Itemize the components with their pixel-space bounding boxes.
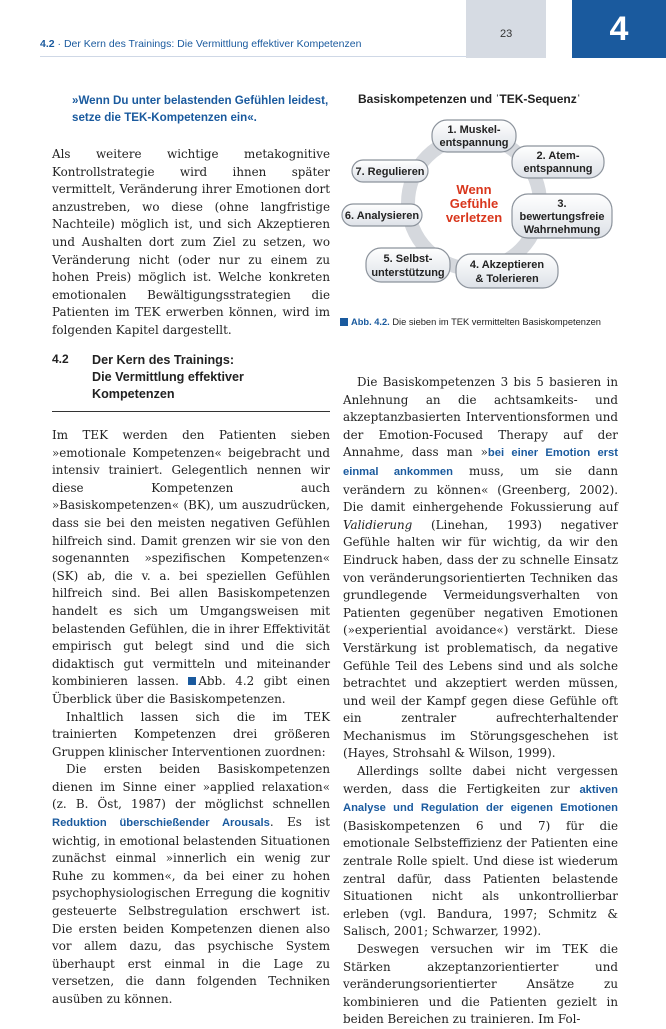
node-1 — [432, 120, 516, 152]
center-line-1: Wenn — [456, 182, 492, 197]
node-7-line-1: 7. Regulieren — [355, 166, 425, 178]
figure-title: Basiskompetenzen und ˈTEK-Sequenzˈ — [358, 92, 581, 106]
figure-marker-icon — [340, 318, 348, 326]
right-p1-italic: Validierung — [343, 517, 413, 532]
section-title — [92, 352, 322, 403]
left-p3-highlight: Reduktion überschießender Arousals — [52, 817, 270, 830]
figure-ref-icon — [188, 677, 196, 685]
chapter-tab — [572, 0, 666, 58]
left-p1-text: Im TEK werden den Patienten sieben »emotionale Kompetenzen« beigebracht und intensiv trainiert. Gelegentlich nennen wir diese Kompetenzen auch »Basiskompetenzen« (BK), um auszudrücken, dass sie bei den meisten negativen Gefühlen hilfreich sind. Damit grenzen wir sie von den sogenannten »spezifischen Kompetenzen« (SK) ab, die v. a. bei speziellen Gefühlen hilfreich sind. Bei allen Basiskompetenzen handelt es sich um Umgangsweisen mit belastenden Gefühlen, die in ihrer Effektivität empirisch gut belegt sind und die sich didaktisch gut vermitteln und miteinander kombinieren lassen. — [52, 428, 330, 689]
node-6-line-1: 6. Analysieren — [344, 210, 420, 222]
section-title-line-1: Der Kern des Trainings: — [92, 353, 235, 367]
left-column — [52, 427, 330, 1009]
right-p1-mid: muss, um sie dann verändern zu können« (Greenberg, 2002). Die damit einhergehende Fokussierung auf — [343, 463, 618, 515]
left-p1-text-end: gibt einen Überblick über die Basiskompetenzen. — [52, 674, 331, 706]
right-p2-highlight: aktiven Analyse und Regulation der eigenen Emotionen — [343, 783, 618, 815]
node-2-line-2: entspannung — [523, 163, 593, 175]
section-rule — [52, 411, 330, 412]
header-running-title: Der Kern des Trainings: Die Vermittlung effektiver Kompetenzen — [63, 38, 362, 50]
node-2 — [512, 146, 604, 178]
header-separator: · — [57, 38, 64, 50]
quote-line-1: »Wenn Du unter belastenden Gefühlen leidest, — [72, 94, 329, 107]
right-paragraph-1 — [343, 374, 618, 763]
right-column — [343, 374, 618, 1029]
right-paragraph-3: Deswegen versuchen wir im TEK die Stärken akzeptanzorientierter und veränderungsorientierter Ansätze zu kombinieren und die Patienten gezielt in beiden Bereichen zu trainieren. Im Fol- — [343, 942, 618, 1027]
node-4-line-1: 4. Akzeptieren — [469, 259, 545, 271]
right-p2-text-end: (Basiskompetenzen 6 und 7) für die emotionale Selbsteffizienz der Patienten eine zentrale Rolle spielt. Und diese ist wiederum zentral dafür, dass Patienten belastende Situationen nicht als unkontrollierbar erleben (vgl. Bandura, 1997; Schmitz & Salisch, 2001; Schwarzer, 1992). — [343, 818, 618, 939]
right-p1-text-end: (Linehan, 1993) negativer Gefühle halten wir für wichtig, da wir den Eindruck haben, dass der zu schnelle Einsatz von veränderungsorientierten Techniken das grundlegende Vermeidungsverhalten von Patienten gegenüber negativen Emotionen (»experiential avoidance«) verstärkt. Diese Verstärkung ist problematisch, da negative Gefühle Teil des Lebens sind und als solche betrachtet und akzeptiert werden müssen, und weil der Kampf gegen diese Gefühle oft ein zentraler aufrechterhaltender Mechanismus im Störungsgeschehen ist (Hayes, Strohsahl & Wilson, 1999). — [343, 517, 618, 761]
left-p3-text: Die ersten beiden Basiskompetenzen dienen im Sinne einer »applied relaxation« (z. B. Öst, 1987) der möglichst schnellen — [52, 762, 330, 812]
center-line-2: Gefühle — [449, 196, 499, 211]
node-5 — [366, 248, 450, 282]
right-paragraph-2 — [343, 763, 618, 941]
node-4-line-2: & Tolerieren — [475, 273, 539, 285]
node-2-line-1: 2. Atem- — [536, 150, 580, 162]
right-p1-highlight: bei einer Emotion erst einmal ankommen — [343, 447, 618, 478]
competency-diagram — [340, 90, 618, 312]
caption-label: Abb. 4.2. — [351, 317, 390, 327]
running-header — [40, 38, 361, 50]
left-paragraph-1 — [52, 427, 330, 709]
page-number: 23 — [500, 28, 513, 40]
section-title-line-2: Die Vermittlung effektiver — [92, 370, 244, 384]
chapter-number: 4 — [609, 9, 629, 48]
left-p3-text-end: . Es ist wichtig, in emotional belastenden Situationen zunächst einmal »innerlich ein wenig zur Ruhe zu kommen«, da bei einer zu hohen psychophysiologischen Erregung die kognitiv gesteuerte Selbstregulation erschwert ist. Die ersten beiden Kompetenzen dienen also vor allem dazu, das psychische System überhaupt erst einmal in die Lage zu versetzen, die dann folgenden Techniken ausüben zu können. — [52, 815, 330, 1006]
node-5-line-1: 5. Selbst- — [383, 253, 433, 265]
section-title-line-3: Kompetenzen — [92, 387, 175, 401]
intro-paragraph — [52, 146, 330, 340]
node-6 — [342, 204, 422, 226]
right-p1-text: Die Basiskompetenzen 3 bis 5 basieren in Anlehnung an die achtsamkeits- und akzeptanzbasierten Interventionsformen und der Emotion-Focused Therapy auf der Annahme, dass man » — [343, 375, 618, 460]
section-number: 4.2 — [52, 352, 69, 366]
node-3-line-1: 3. — [557, 198, 567, 210]
figure-ref-link[interactable]: Abb. 4.2 — [198, 674, 255, 689]
node-3-line-3: Wahrnehmung — [523, 224, 601, 236]
center-line-3: verletzen — [445, 210, 503, 225]
header-section-ref: 4.2 — [40, 38, 55, 50]
node-1-line-1: 1. Muskel- — [447, 124, 501, 136]
header-rule — [40, 56, 466, 57]
intro-text: Als weitere wichtige metakognitive Kontrollstrategie wird ihnen später vermittelt, Veränderung ihrer Emotionen dort anzustreben, wo diese (ohne langfristige Nachteile) möglich ist, und sich Akzeptieren und Aushalten dort zum Ziel zu setzen, wo Veränderung nicht (oder nur zu einem zu hohen Preis) möglich ist. Welche konkreten emotionalen Bewältigungsstrategien die Patienten im TEK erwerben können, wird im folgenden Kapitel dargestellt. — [52, 147, 330, 337]
right-p2-text: Allerdings sollte dabei nicht vergessen werden, dass die Fertigkeiten zur — [343, 764, 618, 796]
left-paragraph-2: Inhaltlich lassen sich die im TEK trainierten Kompetenzen drei größeren Gruppen klinischer Interventionen zuordnen: — [52, 709, 330, 759]
node-3-line-2: bewertungsfreie — [519, 211, 605, 223]
left-paragraph-3 — [52, 761, 330, 1008]
node-4 — [456, 254, 558, 288]
figure-caption — [340, 317, 601, 327]
node-5-line-2: unterstützung — [371, 267, 445, 279]
node-1-line-2: entspannung — [439, 137, 509, 149]
pull-quote — [72, 92, 334, 126]
caption-text: Die sieben im TEK vermittelten Basiskompetenzen — [392, 317, 601, 327]
quote-line-2: setze die TEK-Kompetenzen ein«. — [72, 111, 257, 124]
node-3 — [512, 194, 612, 238]
node-7 — [352, 160, 428, 182]
